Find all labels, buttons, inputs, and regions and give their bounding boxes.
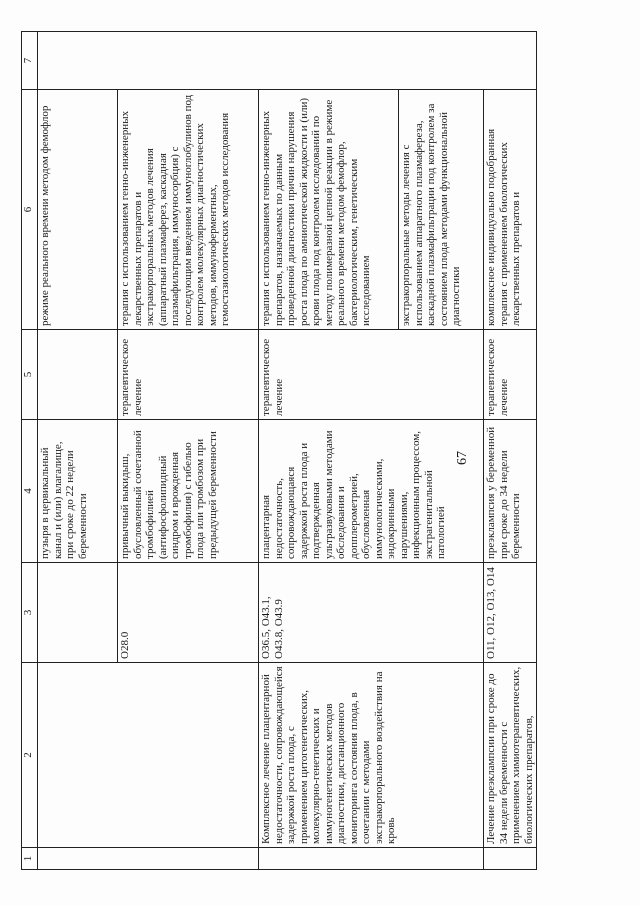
row-b-col6: терапия с использованием генно-инженерных лекарственных препаратов и экстракорпоральных методов лечения (аппаратный плазмаферез, каскадная плазмафильтрация, иммуносорбция) с последующим введением иммуноглобулинов под контролем молекулярных диагностических методов, иммуноферментных, гемостазиологических методов исследования	[118, 90, 259, 330]
col-header-3: 3	[22, 563, 38, 663]
table-row	[484, 32, 537, 870]
col-header-6: 6	[22, 90, 38, 330]
row-b-col4: привычный выкидыш, обусловленный сочетанной тромбофилией (антифосфолипидный синдром и врожденная тромбофилия) с гибелью плода или тромбозом при предыдущей беременности	[118, 420, 259, 563]
row-c-col2: Комплексное лечение плацентарной недостаточности, сопровождающейся задержкой роста плода, с применением цитогенетических, молекулярно-генетических и иммуногенетических методов диагностики, дистанционного мониторинга состояния плода, в сочетании с методами экстракорпорального воздействия на кровь	[259, 663, 484, 848]
row-c-col1	[259, 848, 484, 870]
row-b-col3: O28.0	[118, 563, 259, 663]
col-header-2: 2	[22, 663, 38, 848]
row-ab-col1	[38, 848, 259, 870]
row-c-col4: плацентарная недостаточность, сопровождающаяся задержкой роста плода и подтвержденная ультразвуковыми методами обследования и допплерометрией, обусловленная иммунологическими, эндокринными нарушениями, инфекционным процессом, экстрагенитальной патологией	[259, 420, 484, 563]
row-c-col6a: терапия с использованием генно-инженерных препаратов, назначаемых по данным проведенной диагностики причин нарушения роста плода по амниотической жидкости и (или) крови плода под контролем исследований по методу полимеразной цепной реакции в режиме реального времени методом фемофлор, бактериологическим, генетическим исследованием	[259, 90, 399, 330]
row-b-col5: терапевтическое лечение	[118, 330, 259, 420]
col-header-7: 7	[22, 32, 38, 90]
row-a-col4: пузыря в цервикальный канал и (или) влагалище, при сроке до 22 недели беременности	[38, 420, 118, 563]
row-d-col2: Лечение преэклампсии при сроке до 34 недели беременности с применением химиотерапевтических, биологических препаратов,	[484, 663, 537, 848]
col-header-4: 4	[22, 420, 38, 563]
row-a-col6: режиме реального времени методом фемофлор	[38, 90, 118, 330]
col7-cell	[38, 32, 537, 90]
col-header-5: 5	[22, 330, 38, 420]
row-a-col5	[38, 330, 118, 420]
row-c-col6b: экстракорпоральные методы лечения с использованием аппаратного плазмафереза, каскадной плазмафильтрации под контролем за состоянием плода методами функциональной диагностики	[399, 90, 484, 330]
row-d-col1	[484, 848, 537, 870]
col-header-1: 1	[22, 848, 38, 870]
row-c-col3: O36.5, O43.1, O43.8, O43.9	[259, 563, 484, 663]
row-d-col4: преэклампсия у беременной при сроке до 34 недели беременности	[484, 420, 537, 563]
row-ab-col2	[38, 663, 259, 848]
row-d-col3: O11, O12, O13, O14	[484, 563, 537, 663]
row-d-col5: терапевтическое лечение	[484, 330, 537, 420]
column-number-row	[22, 32, 38, 870]
table-row	[259, 32, 399, 870]
page-number: 67	[455, 451, 470, 465]
table-row	[38, 32, 118, 870]
row-c-col5: терапевтическое лечение	[259, 330, 484, 420]
row-d-col6: комплексное индивидуально подобранная терапия с применением биологических лекарственных препаратов и	[484, 90, 537, 330]
medical-care-table	[21, 31, 537, 870]
row-a-col3	[38, 563, 118, 663]
